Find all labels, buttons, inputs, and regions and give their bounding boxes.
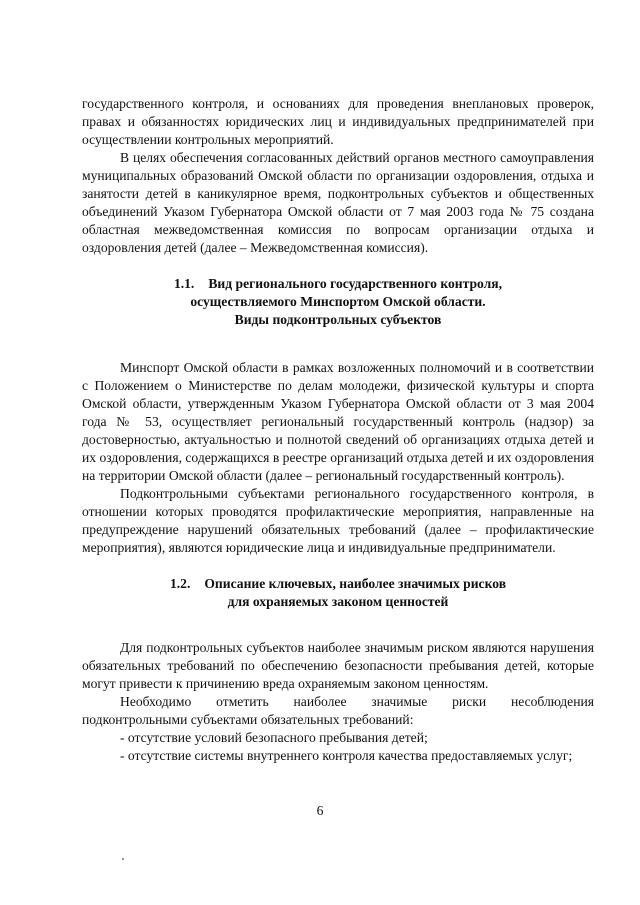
risk-list-item: - отсутствие условий безопасного пребывания детей; (120, 730, 428, 745)
section-1-2-heading (82, 575, 594, 611)
section-1-1-heading (82, 275, 594, 329)
scan-speck (122, 858, 124, 860)
section-1-2-number: 1.2. (169, 576, 191, 591)
section-1-1-title-line-1: Вид регионального государственного контроля, (208, 276, 503, 291)
section-1-1-title-line-2: осуществляемого Минспортом Омской области. (190, 294, 486, 309)
section-1-1-number: 1.1. (173, 276, 195, 291)
section-1-1-paragraph-2: Подконтрольными субъектами регионального государственного контроля, в отношении которых проводятся профилактические мероприятия, направленные на предупреждение нарушений обязательных требований (далее – профилактические мероприятия), являются юридические лица и индивидуальные предприниматели. (82, 486, 594, 555)
section-1-1-title-line-3: Виды подконтрольных субъектов (234, 312, 442, 327)
risk-list-item: - отсутствие системы внутреннего контроля качества предоставляемых услуг; (120, 748, 573, 763)
section-1-2-paragraph-2: Необходимо отметить наиболее значимые риски несоблюдения подконтрольными субъектами обязательных требований: (82, 694, 594, 727)
section-1-1-paragraph-1: Минспорт Омской области в рамках возложенных полномочий и в соответствии с Положением о Министерстве по делам молодежи, физической культуры и спорта Омской области, утвержденным Указом Губернатора Омской области от 3 мая 2004 года № 53, осуществляет региональный государственный контроль (надзор) за достоверностью, актуальностью и полнотой сведений об организациях отдыха детей и их оздоровления, содержащихся в реестре организаций отдыха детей и их оздоровления на территории Омской области (далее – региональный государственный контроль). (82, 360, 594, 483)
intro-paragraph-continuation: государственного контроля, и основаниях для проведения внеплановых проверок, правах и обязанностях юридических лиц и индивидуальных предпринимателей при осуществлении контрольных мероприятий. (82, 96, 594, 147)
section-1-2-title-line-2: для охраняемых законом ценностей (227, 594, 449, 609)
document-body (82, 95, 594, 765)
intro-paragraph-commission: В целях обеспечения согласованных действий органов местного самоуправления муниципальных образований Омской области по организации оздоровления, отдыха и занятости детей в каникулярное время, подконтрольных субъектов и общественных объединений Указом Губернатора Омской области от 7 мая 2003 года № 75 создана областная межведомственная комиссия по вопросам организации отдыха и оздоровления детей (далее – Межведомственная комиссия). (82, 150, 594, 255)
section-1-2-paragraph-1: Для подконтрольных субъектов наиболее значимым риском являются нарушения обязательных требований по обеспечению безопасности пребывания детей, которые могут привести к причинению вреда охраняемым законом ценностям. (82, 640, 594, 691)
section-1-2-title-line-1: Описание ключевых, наиболее значимых рисков (204, 576, 507, 591)
page-number: 6 (316, 803, 324, 818)
